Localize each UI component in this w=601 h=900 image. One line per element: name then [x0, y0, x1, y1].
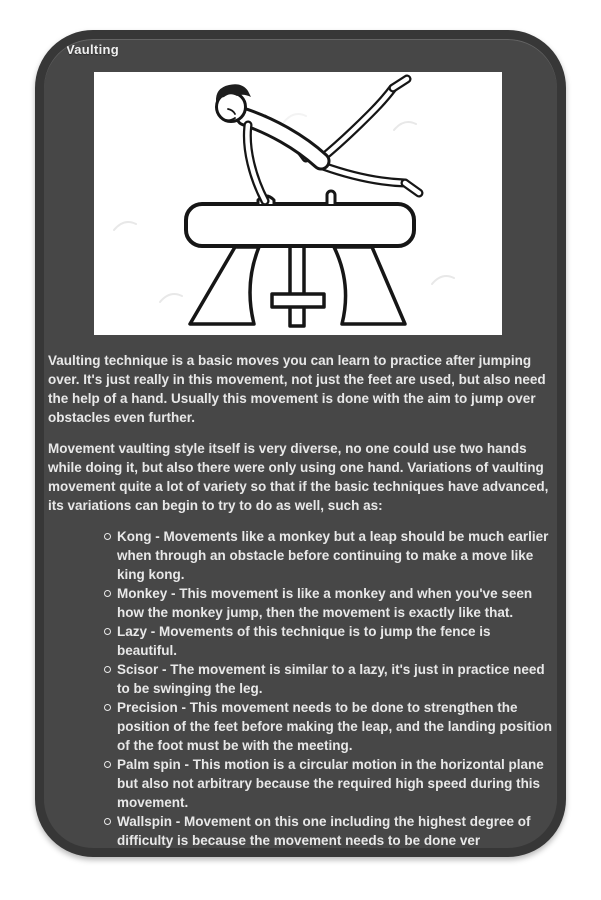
list-item-text: Lazy - Movements of this technique is to jump the fence is beautiful.	[117, 624, 491, 658]
intro-paragraph: Vaulting technique is a basic moves you can learn to practice after jumping over. It's just really in this movement, not just the feet are used, but also need the help of a hand. Usually this movement is done with the aim to jump over obstacles even further.	[48, 353, 546, 425]
list-item-wallspin	[48, 812, 554, 850]
pommel-horse-body	[186, 191, 414, 246]
pommel-horse-gymnast-illustration	[94, 72, 502, 335]
gymnast-figure	[216, 79, 419, 201]
list-item-scisor	[48, 660, 554, 698]
bullet-icon	[104, 666, 111, 673]
list-item-lazy	[48, 622, 554, 660]
illustration-frame	[94, 72, 502, 335]
list-item-text: Precision - This movement needs to be done to strengthen the position of the feet before making the leap, and the landing position of the foot must be with the meeting.	[117, 700, 553, 753]
list-item-text: Monkey - This movement is like a monkey and when you've seen how the monkey jump, then the movement is exactly like that.	[117, 586, 533, 620]
list-item-palm-spin	[48, 755, 554, 812]
variations-paragraph: Movement vaulting style itself is very diverse, no one could use two hands while doing it, but also there were only using one hand. Variations of vaulting movement quite a lot of variety so that if the basic techniques have advanced, its variations can begin to try to do as well, such as:	[48, 441, 549, 513]
vault-types-list	[48, 527, 554, 850]
vaulting-card	[35, 30, 566, 857]
bullet-icon	[104, 590, 111, 597]
list-item-text: Scisor - The movement is similar to a lazy, it's just in practice need to be swinging the leg.	[117, 662, 545, 696]
bullet-icon	[104, 818, 111, 825]
list-item-monkey	[48, 584, 554, 622]
pommel-horse-base	[190, 244, 405, 326]
list-item-text: Wallspin - Movement on this one including the highest degree of difficulty is because the movement needs to be done ver	[117, 814, 531, 848]
list-item-text: Kong - Movements like a monkey but a leap should be much earlier when through an obstacle before continuing to make a move like king kong.	[117, 529, 549, 582]
list-item-precision	[48, 698, 554, 755]
bullet-icon	[104, 704, 111, 711]
list-item-kong	[48, 527, 554, 584]
bullet-icon	[104, 761, 111, 768]
body-text	[48, 351, 554, 850]
list-item-text: Palm spin - This motion is a circular motion in the horizontal plane but also not arbitrary because the required high speed during this movement.	[117, 757, 544, 810]
bullet-icon	[104, 628, 111, 635]
bullet-icon	[104, 533, 111, 540]
page-title: Vaulting	[66, 42, 119, 57]
